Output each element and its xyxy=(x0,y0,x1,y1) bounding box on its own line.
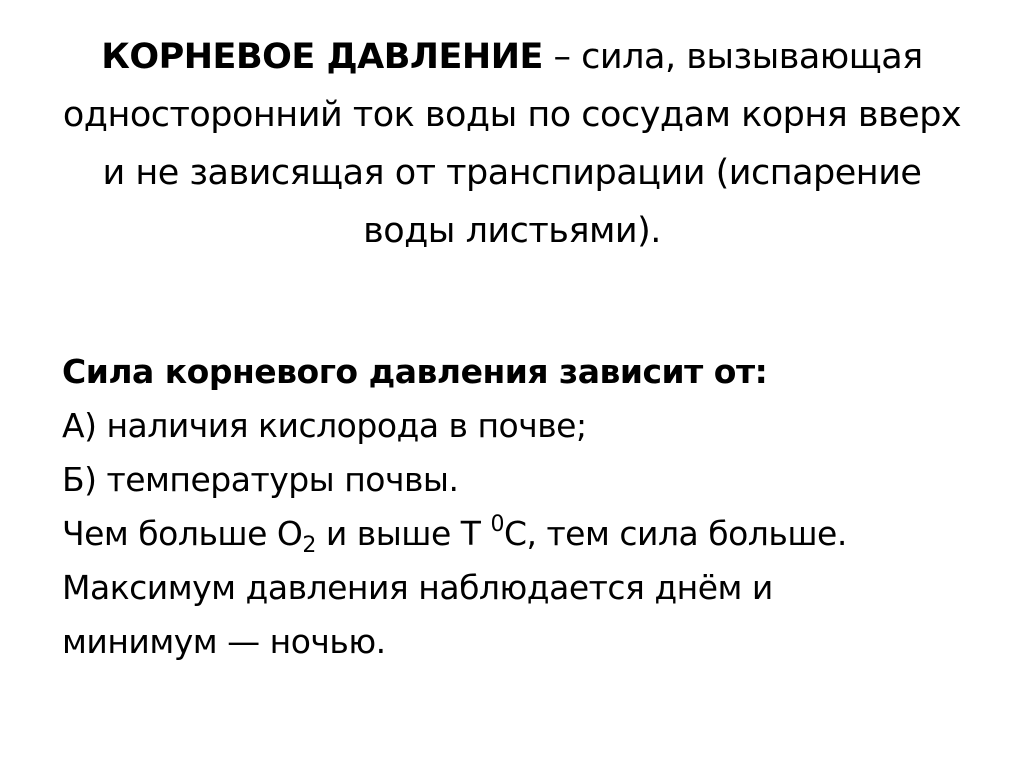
factors-section xyxy=(62,345,982,669)
factor-item-b: Б) температуры почвы. xyxy=(62,460,459,499)
degree-superscript: 0 xyxy=(490,512,504,537)
conclusion-part2: и выше Т xyxy=(315,514,491,553)
maximum-line-2: минимум — ночью. xyxy=(62,622,386,661)
oxygen-subscript: 2 xyxy=(302,533,316,558)
definition-paragraph xyxy=(60,28,964,260)
factors-heading: Сила корневого давления зависит от: xyxy=(62,352,768,391)
conclusion-line xyxy=(62,507,982,561)
maximum-line-1: Максимум давления наблюдается днём и xyxy=(62,568,773,607)
definition-term: КОРНЕВОЕ ДАВЛЕНИЕ xyxy=(101,37,543,77)
conclusion-part1: Чем больше О xyxy=(62,514,303,553)
conclusion-part3: С, тем сила больше. xyxy=(503,514,847,553)
factor-item-a: А) наличия кислорода в почве; xyxy=(62,406,587,445)
definition-text: – сила, вызывающая односторонний ток воды по сосудам корня вверх и не зависящая от транспирации (испарение воды листьями). xyxy=(62,37,962,251)
